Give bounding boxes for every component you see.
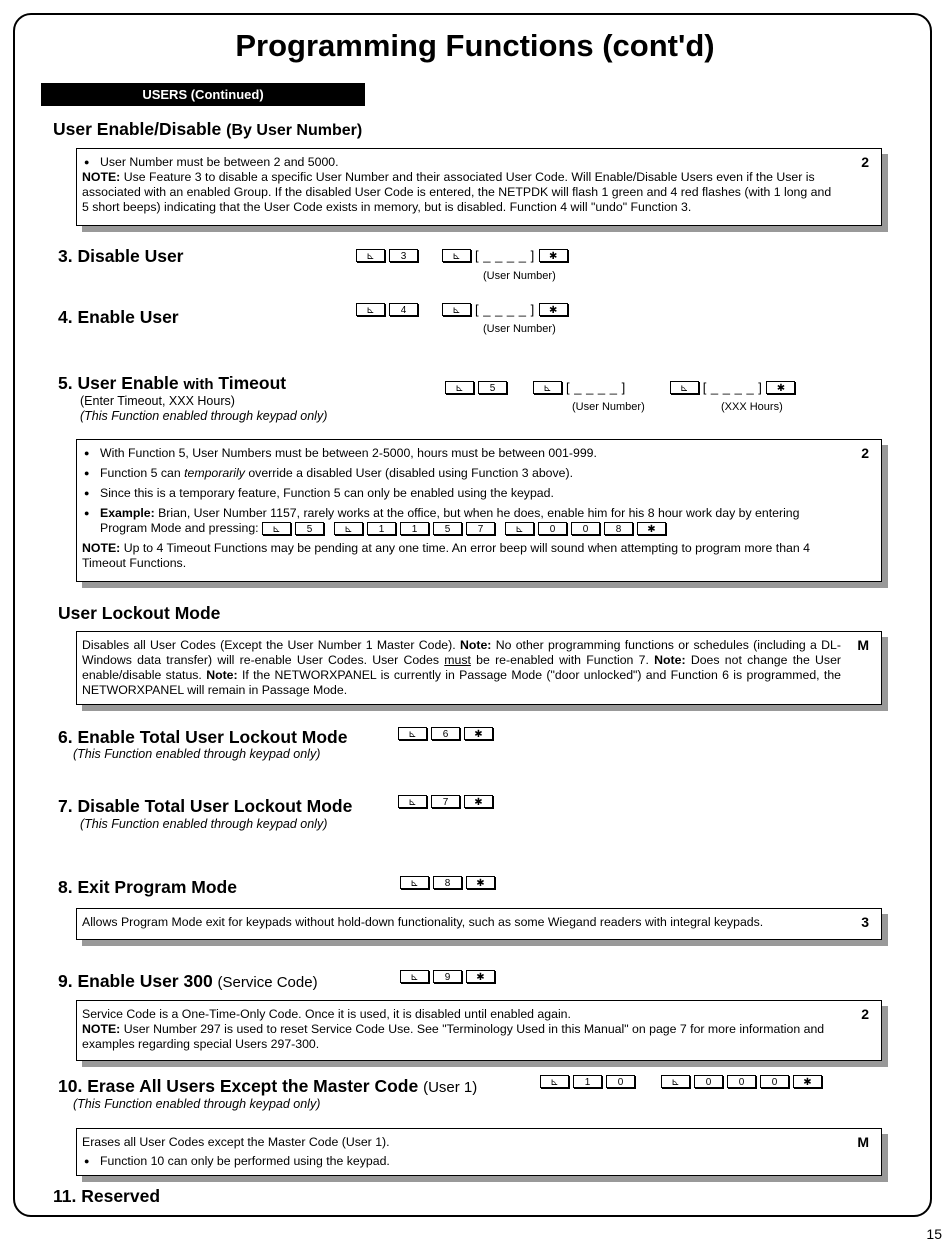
box-code: M <box>857 637 869 653</box>
program-key: ⊾ <box>398 727 427 740</box>
f5-caption-hours: (XXX Hours) <box>721 401 783 413</box>
number-key: 4 <box>389 303 418 316</box>
program-key: ⊾ <box>334 522 363 535</box>
f9-heading: 9. Enable User 300 (Service Code) <box>58 971 318 991</box>
star-key: ✱ <box>637 522 666 535</box>
f6-heading: 6. Enable Total User Lockout Mode <box>58 727 348 747</box>
number-key: 8 <box>604 522 633 535</box>
box-code: 2 <box>861 1006 869 1022</box>
f4-caption: (User Number) <box>483 323 556 335</box>
number-key: 1 <box>573 1075 602 1088</box>
entry-blank: [ _ _ _ _ ] <box>475 302 535 317</box>
f7-key-sequence <box>398 795 497 808</box>
example-bullet: ● Example: Brian, User Number 1157, rarely works at the office, but when he does, enable him for his 8 hour work day by entering Program Mode and pressing: ⊾ 5 ⊾ 1 1 5 7 ⊾ 0 0 8 ✱ <box>82 506 841 536</box>
f3-caption: (User Number) <box>483 270 556 282</box>
number-key: 9 <box>433 970 462 983</box>
program-key: ⊾ <box>356 249 385 262</box>
page-number: 15 <box>926 1226 942 1242</box>
f10-info-box <box>76 1128 882 1176</box>
number-key: 5 <box>433 522 462 535</box>
program-key: ⊾ <box>442 249 471 262</box>
f3-heading: 3. Disable User <box>58 246 184 266</box>
f7-heading: 7. Disable Total User Lockout Mode <box>58 796 353 816</box>
f3-key-sequence <box>356 248 572 263</box>
program-key: ⊾ <box>445 381 474 394</box>
number-key: 5 <box>478 381 507 394</box>
star-key: ✱ <box>539 249 568 262</box>
number-key: 0 <box>727 1075 756 1088</box>
f11-heading: 11. Reserved <box>53 1186 161 1206</box>
f9-note: NOTE: User Number 297 is used to reset Service Code Use. See "Terminology Used in this Manual" on page 7 for more information and examples regarding special Users 297-300. <box>82 1022 825 1051</box>
f5-keypad-only-note: (This Function enabled through keypad only) <box>80 409 328 423</box>
section-bar: USERS (Continued) <box>41 83 365 106</box>
box-code: M <box>857 1134 869 1150</box>
star-key: ✱ <box>793 1075 822 1088</box>
box-code: 3 <box>861 914 869 930</box>
f9-info-box <box>76 1000 882 1061</box>
number-key: 0 <box>571 522 600 535</box>
program-key: ⊾ <box>540 1075 569 1088</box>
f6-key-sequence <box>398 727 497 740</box>
f5-info-box <box>76 439 882 582</box>
f8-info-box <box>76 908 882 940</box>
program-key: ⊾ <box>533 381 562 394</box>
f10-key-sequence <box>540 1075 826 1088</box>
f8-text: Allows Program Mode exit for keypads without hold-down functionality, such as some Wiegand readers with integral keypads. <box>82 915 764 929</box>
number-key: 0 <box>760 1075 789 1088</box>
program-key: ⊾ <box>400 970 429 983</box>
entry-blank: [ _ _ _ _ ] <box>702 380 763 395</box>
info-bullet: ● With Function 5, User Numbers must be between 2-5000, hours must be between 001-999. <box>82 446 841 461</box>
star-key: ✱ <box>766 381 795 394</box>
f9-key-sequence <box>400 970 499 983</box>
number-key: 1 <box>400 522 429 535</box>
enable-disable-info-box <box>76 148 882 226</box>
info-bullet: ● Function 5 can temporarily override a disabled User (disabled using Function 3 above). <box>82 466 841 481</box>
info-note: NOTE: Use Feature 3 to disable a specific User Number and their associated User Code. Will Enable/Disable Users even if the User is associated with an enabled Group. If the disabled User Code is entered, the NETPDK will flash 1 green and 4 red flashes (with 1 long and 5 short beeps) indicating that the User Code exists in memory, but is disabled. Function 4 will "undo" Function 3. <box>82 170 832 214</box>
lockout-heading: User Lockout Mode <box>58 603 221 623</box>
number-key: 0 <box>606 1075 635 1088</box>
info-bullet: ● User Number must be between 2 and 5000. <box>82 155 841 170</box>
number-key: 7 <box>466 522 495 535</box>
f9-text: Service Code is a One-Time-Only Code. Once it is used, it is disabled until enabled again. <box>82 1007 571 1021</box>
page-title: Programming Functions (cont'd) <box>235 28 715 63</box>
program-key: ⊾ <box>670 381 699 394</box>
info-note: NOTE: Up to 4 Timeout Functions may be pending at any one time. An error beep will sound when attempting to program more than 4 Timeout Functions. <box>82 541 810 570</box>
f10-text: Erases all User Codes except the Master Code (User 1). <box>82 1135 390 1149</box>
program-key: ⊾ <box>442 303 471 316</box>
star-key: ✱ <box>464 795 493 808</box>
program-key: ⊾ <box>505 522 534 535</box>
number-key: 0 <box>538 522 567 535</box>
program-key: ⊾ <box>262 522 291 535</box>
enable-disable-heading: User Enable/Disable (By User Number) <box>53 119 363 139</box>
f7-keypad-only-note: (This Function enabled through keypad only) <box>80 817 328 831</box>
f5-key-sequence <box>445 380 799 395</box>
f4-key-sequence <box>356 302 572 317</box>
number-key: 8 <box>433 876 462 889</box>
lockout-text: Disables all User Codes (Except the User Number 1 Master Code). Note: No other programming functions or schedules (including a DL-Windows data transfer) will re-enable User Codes. User Codes must be re-enabled with Function 7. Note: Does not change the User enable/disable status. Note: If the NETWORXPANEL is currently in Passage Mode ("door unlocked") and Function 6 is programmed, the NETWORXPANEL will remain in Passage Mode. <box>82 638 842 697</box>
f4-heading: 4. Enable User <box>58 307 179 327</box>
example-key-sequence <box>262 522 670 535</box>
box-code: 2 <box>861 154 869 170</box>
f10-keypad-only-note: (This Function enabled through keypad only) <box>73 1097 321 1111</box>
star-key: ✱ <box>464 727 493 740</box>
program-key: ⊾ <box>661 1075 690 1088</box>
f5-caption-user: (User Number) <box>572 401 645 413</box>
f10-heading: 10. Erase All Users Except the Master Code (User 1) <box>58 1076 478 1096</box>
f8-key-sequence <box>400 876 499 889</box>
entry-blank: [ _ _ _ _ ] <box>475 248 535 263</box>
number-key: 5 <box>295 522 324 535</box>
program-key: ⊾ <box>356 303 385 316</box>
number-key: 3 <box>389 249 418 262</box>
star-key: ✱ <box>466 970 495 983</box>
info-bullet: ● Function 10 can only be performed using the keypad. <box>82 1154 841 1169</box>
number-key: 7 <box>431 795 460 808</box>
box-code: 2 <box>861 445 869 461</box>
number-key: 6 <box>431 727 460 740</box>
star-key: ✱ <box>539 303 568 316</box>
number-key: 1 <box>367 522 396 535</box>
f6-keypad-only-note: (This Function enabled through keypad only) <box>73 747 321 761</box>
f5-heading: 5. User Enable with Timeout <box>58 373 287 393</box>
number-key: 0 <box>694 1075 723 1088</box>
lockout-info-box <box>76 631 882 705</box>
entry-blank: [ _ _ _ _ ] <box>566 380 626 395</box>
star-key: ✱ <box>466 876 495 889</box>
program-key: ⊾ <box>400 876 429 889</box>
f8-heading: 8. Exit Program Mode <box>58 877 237 897</box>
f5-subtext: (Enter Timeout, XXX Hours) <box>80 394 235 408</box>
program-key: ⊾ <box>398 795 427 808</box>
info-bullet: ● Since this is a temporary feature, Function 5 can only be enabled using the keypad. <box>82 486 841 501</box>
